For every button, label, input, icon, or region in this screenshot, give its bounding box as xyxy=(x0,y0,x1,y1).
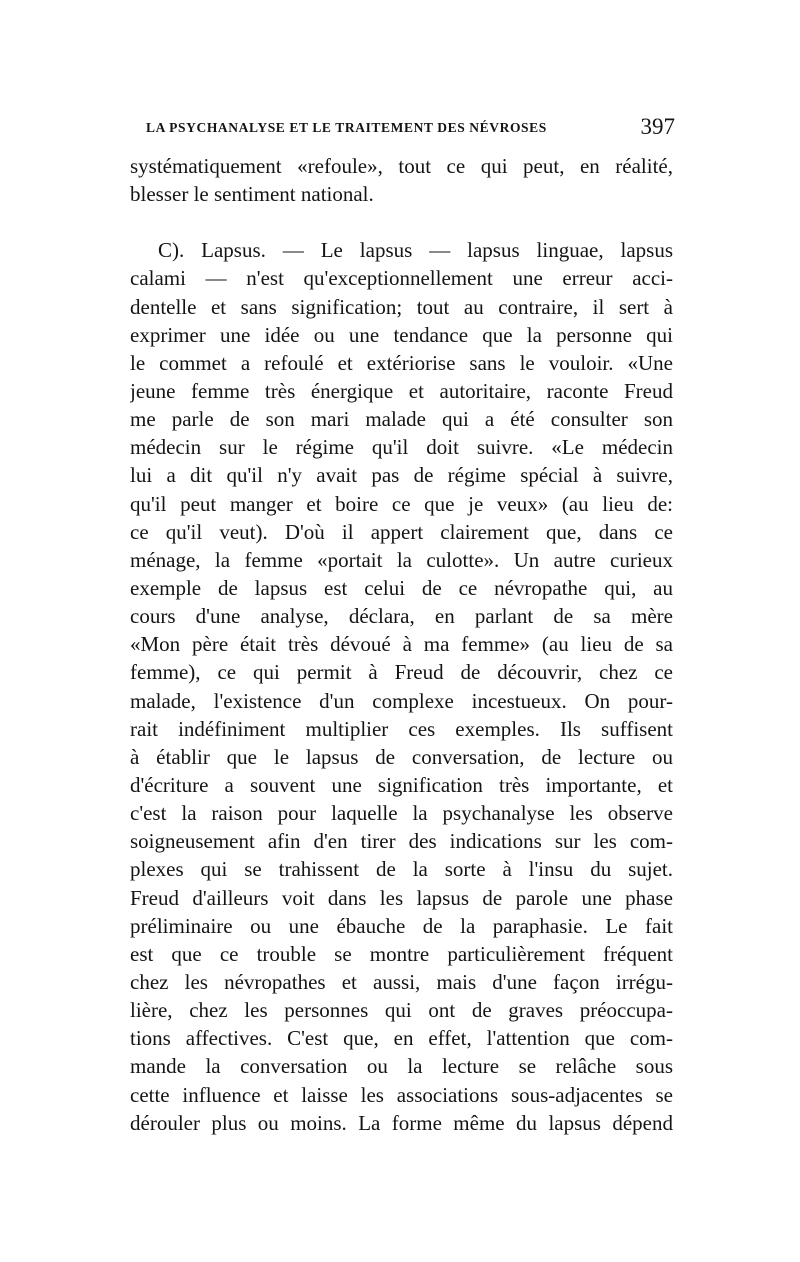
running-head xyxy=(128,114,673,154)
text-line: calami — n'est qu'exceptionnellement une erreur acci- xyxy=(130,266,673,291)
text-line: rait indéfiniment multiplier ces exemples. Ils suffisent xyxy=(130,716,673,741)
text-line: jeune femme très énergique et autoritaire, raconte Freud xyxy=(130,378,673,403)
text-line: médecin sur le régime qu'il doit suivre. «Le médecin xyxy=(130,435,673,460)
text-line: cours d'une analyse, déclara, en parlant de sa mère xyxy=(130,604,673,629)
text-line: cette influence et laisse les associations sous-adjacentes se xyxy=(130,1082,673,1107)
text-line: d'écriture a souvent une signification très importante, et xyxy=(130,772,673,797)
text-line: systématiquement «refoule», tout ce qui peut, en réalité, xyxy=(130,154,673,178)
text-line: dentelle et sans signification; tout au contraire, il sert à xyxy=(130,294,673,319)
text-line: qu'il peut manger et boire ce que je veux» (au lieu de: xyxy=(130,491,673,516)
body-text xyxy=(130,152,673,1137)
text-line: exemple de lapsus est celui de ce névropathe qui, au xyxy=(130,575,673,600)
text-line: femme), ce qui permit à Freud de découvrir, chez ce xyxy=(130,660,673,685)
text-line: plexes qui se trahissent de la sorte à l'insu du sujet. xyxy=(130,857,673,882)
text-line: C). Lapsus. — Le lapsus — lapsus linguae, lapsus xyxy=(158,238,673,263)
text-line: tions affectives. C'est que, en effet, l'attention que com- xyxy=(130,1026,673,1051)
page-number: 397 xyxy=(640,114,675,139)
text-line: mande la conversation ou la lecture se relâche sous xyxy=(130,1054,673,1079)
text-line: me parle de son mari malade qui a été consulter son xyxy=(130,407,673,432)
text-line: est que ce trouble se montre particulièrement fréquent xyxy=(130,941,673,966)
running-head-title: LA PSYCHANALYSE ET LE TRAITEMENT DES NÉVROSES xyxy=(146,120,547,135)
text-line: soigneusement afin d'en tirer des indications sur les com- xyxy=(130,829,673,854)
text-line: «Mon père était très dévoué à ma femme» (au lieu de sa xyxy=(130,632,673,657)
text-line: Freud d'ailleurs voit dans les lapsus de parole une phase xyxy=(130,885,673,910)
text-line: ce qu'il veut). D'où il appert clairement que, dans ce xyxy=(130,519,673,544)
paragraph-gap xyxy=(130,208,673,236)
text-line: lière, chez les personnes qui ont de graves préoccupa- xyxy=(130,998,673,1023)
text-line: à établir que le lapsus de conversation, de lecture ou xyxy=(130,744,673,769)
text-line: ménage, la femme «portait la culotte». Un autre curieux xyxy=(130,547,673,572)
text-line: préliminaire ou une ébauche de la paraphasie. Le fait xyxy=(130,913,673,938)
text-line: chez les névropathes et aussi, mais d'une façon irrégu- xyxy=(130,969,673,994)
text-line: c'est la raison pour laquelle la psychanalyse les observe xyxy=(130,801,673,826)
text-line: blesser le sentiment national. xyxy=(130,182,374,207)
text-line: le commet a refoulé et extériorise sans le vouloir. «Une xyxy=(130,350,673,375)
text-line: lui a dit qu'il n'y avait pas de régime spécial à suivre, xyxy=(130,463,673,488)
text-line: malade, l'existence d'un complexe incestueux. On pour- xyxy=(130,688,673,713)
text-line: dérouler plus ou moins. La forme même du lapsus dépend xyxy=(130,1110,673,1135)
text-line: exprimer une idée ou une tendance que la personne qui xyxy=(130,322,673,347)
